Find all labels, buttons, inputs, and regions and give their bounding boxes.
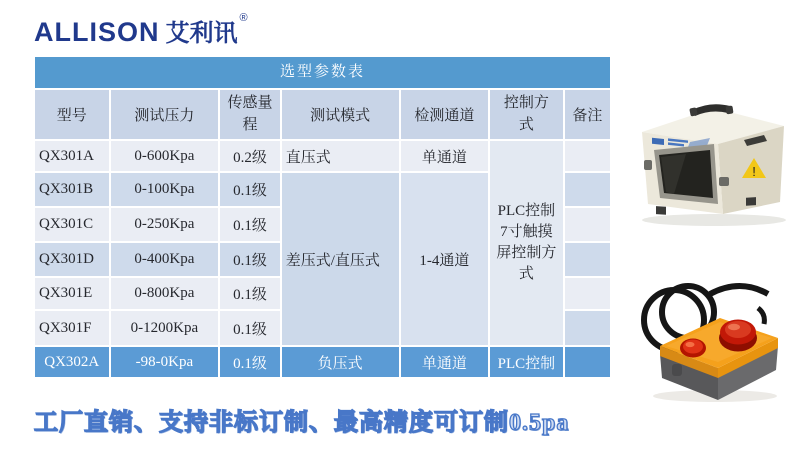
cell-control: PLC控制 xyxy=(490,347,563,377)
machine-label xyxy=(652,138,664,145)
column-header-note: 备注 xyxy=(565,90,610,139)
brand-name-cn: 艾利讯 xyxy=(165,20,238,47)
cell-range: 0.1级 xyxy=(220,173,279,206)
cell-note xyxy=(565,141,610,171)
cell-pressure: 0-100Kpa xyxy=(111,173,219,206)
column-header-range: 传感量程 xyxy=(220,90,279,139)
cell-range: 0.1级 xyxy=(220,311,279,345)
table-title: 选型参数表 xyxy=(35,57,610,88)
cell-model: QX301C xyxy=(35,208,109,241)
cell-note xyxy=(565,347,610,377)
cell-note xyxy=(565,173,610,206)
cell-model: QX302A xyxy=(35,347,109,377)
column-header-channel: 检测通道 xyxy=(401,90,489,139)
product-photo-estop-box xyxy=(630,268,790,404)
cell-pressure: 0-250Kpa xyxy=(111,208,219,241)
cell-note xyxy=(565,311,610,345)
cell-model: QX301F xyxy=(35,311,109,345)
table-row-highlighted xyxy=(35,347,610,377)
cell-model: QX301D xyxy=(35,243,109,276)
cell-range: 0.2级 xyxy=(220,141,279,171)
header-row xyxy=(35,90,610,139)
column-header-control: 控制方式 xyxy=(490,90,563,139)
cell-note xyxy=(565,243,610,276)
cell-pressure: 0-600Kpa xyxy=(111,141,219,171)
column-header-pressure: 测试压力 xyxy=(111,90,219,139)
table-row xyxy=(35,141,610,171)
cell-control-merged: PLC控制7寸触摸屏控制方式 xyxy=(490,141,563,345)
svg-text:!: ! xyxy=(752,164,756,179)
cell-pressure: 0-400Kpa xyxy=(111,243,219,276)
product-photo-leak-tester xyxy=(626,82,796,228)
cell-channel-merged: 1-4通道 xyxy=(401,173,489,345)
cell-model: QX301B xyxy=(35,173,109,206)
brand-name-en: ALLISON xyxy=(34,17,160,47)
cell-range: 0.1级 xyxy=(220,243,279,276)
spec-table xyxy=(33,88,612,379)
registered-trademark-symbol: ® xyxy=(239,12,248,24)
column-header-model: 型号 xyxy=(35,90,109,139)
cell-mode-merged: 差压式/直压式 xyxy=(282,173,399,345)
cell-range: 0.1级 xyxy=(220,278,279,309)
column-header-mode: 测试模式 xyxy=(282,90,399,139)
cell-channel: 单通道 xyxy=(401,347,489,377)
cell-channel: 单通道 xyxy=(401,141,489,171)
cell-note xyxy=(565,278,610,309)
cell-model: QX301E xyxy=(35,278,109,309)
cell-pressure: -98-0Kpa xyxy=(111,347,219,377)
footer-slogan: 工厂直销、支持非标订制、最高精度可订制0.5pa xyxy=(34,410,570,436)
cell-pressure: 0-800Kpa xyxy=(111,278,219,309)
cell-pressure: 0-1200Kpa xyxy=(111,311,219,345)
cell-note xyxy=(565,208,610,241)
cell-range: 0.1级 xyxy=(220,347,279,377)
cell-mode: 直压式 xyxy=(282,141,399,171)
cell-mode: 负压式 xyxy=(282,347,399,377)
cell-model: QX301A xyxy=(35,141,109,171)
brand-logo xyxy=(34,12,248,48)
cell-range: 0.1级 xyxy=(220,208,279,241)
